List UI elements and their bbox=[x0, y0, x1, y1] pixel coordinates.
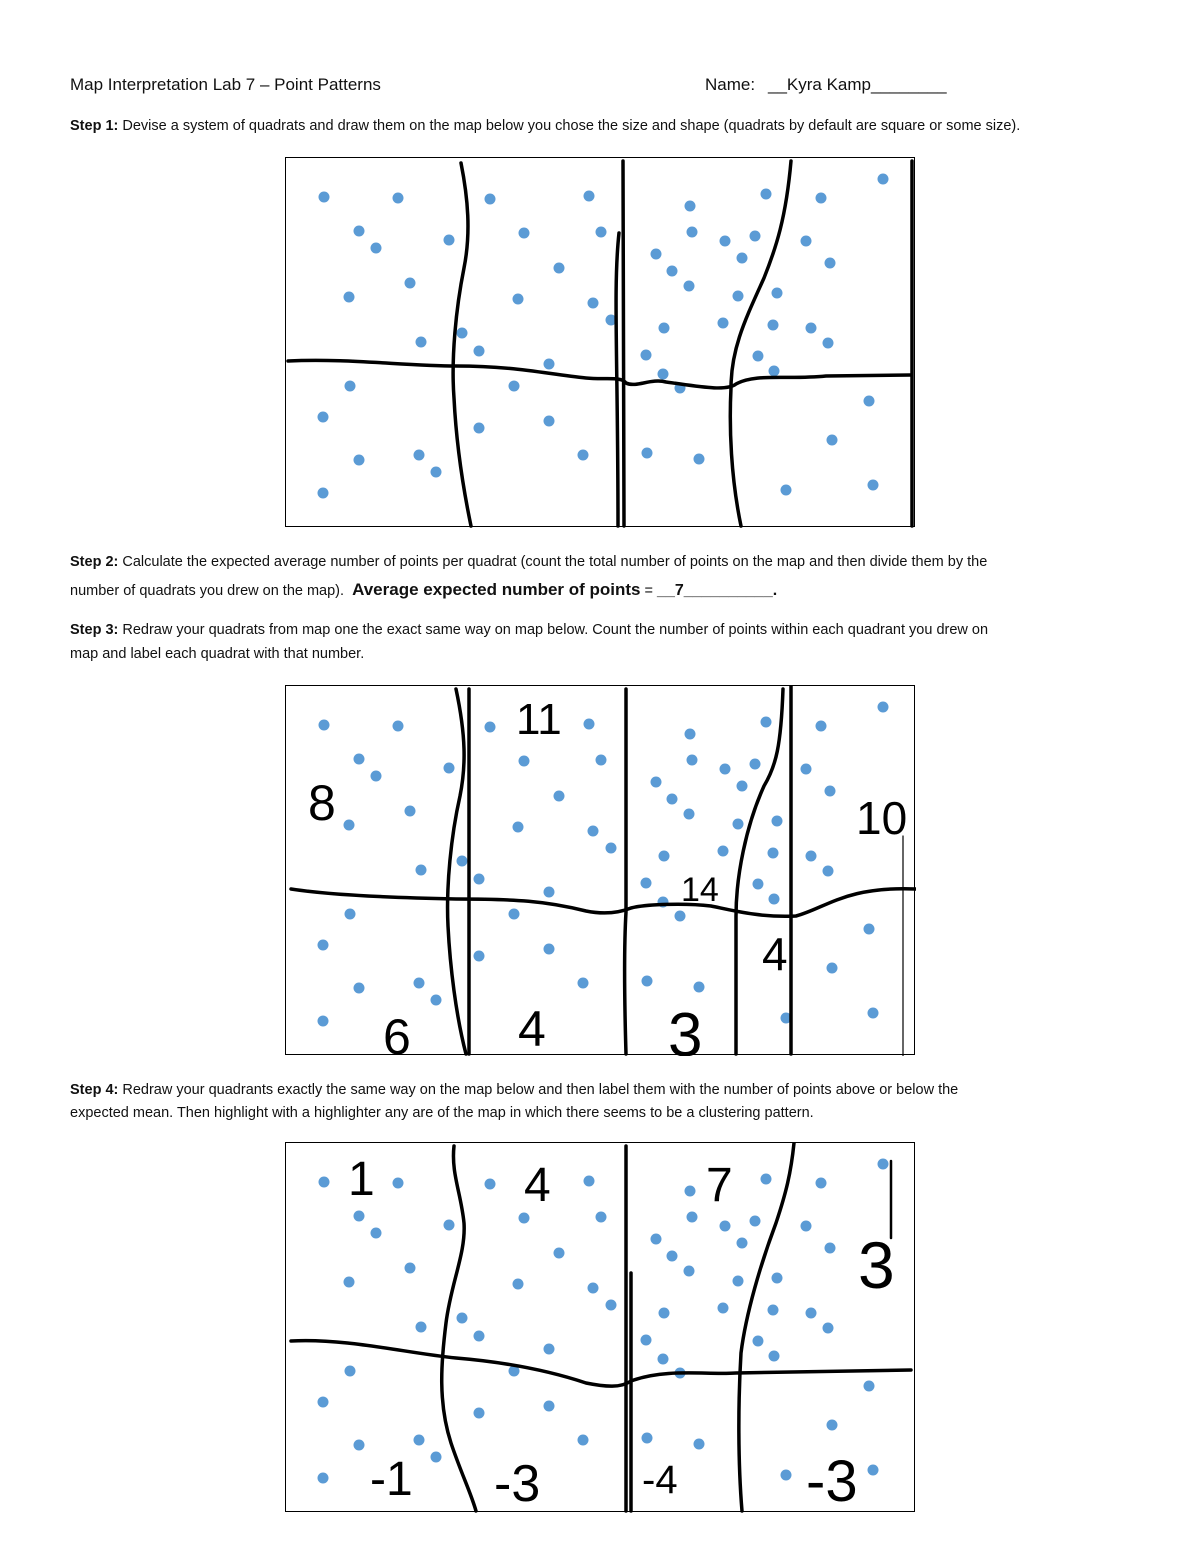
dev-q3: 7 bbox=[706, 1159, 733, 1212]
map-2-counts bbox=[285, 685, 915, 1055]
map-point bbox=[596, 227, 607, 238]
map-1-vline-a bbox=[453, 163, 471, 526]
map-1-canvas bbox=[286, 158, 916, 528]
map-point bbox=[474, 1331, 485, 1342]
step1-text: Devise a system of quadrats and draw them on the map below you chose the size and shape (quadrats by default are square or some size). bbox=[122, 118, 1021, 134]
map-point bbox=[651, 249, 662, 260]
map-point bbox=[761, 189, 772, 200]
map-point bbox=[823, 866, 834, 877]
map-point bbox=[354, 455, 365, 466]
map-point bbox=[345, 381, 356, 392]
step3-instruction-line2: map and label each quadrat with that number. bbox=[70, 646, 365, 662]
map-point bbox=[750, 759, 761, 770]
avg-equals: = bbox=[644, 583, 654, 599]
map-point bbox=[554, 1248, 565, 1259]
map-point bbox=[768, 320, 779, 331]
dev-q2: 4 bbox=[524, 1159, 551, 1212]
count-q5: 6 bbox=[383, 1009, 411, 1056]
map-point bbox=[684, 809, 695, 820]
count-q3: 14 bbox=[681, 871, 719, 909]
map-point bbox=[596, 1212, 607, 1223]
map-point bbox=[801, 236, 812, 247]
map-point bbox=[318, 488, 329, 499]
map-point bbox=[544, 359, 555, 370]
map-point bbox=[827, 963, 838, 974]
map-point bbox=[485, 722, 496, 733]
map-point bbox=[318, 940, 329, 951]
map-point bbox=[344, 292, 355, 303]
map-1-quadrats bbox=[285, 157, 915, 527]
avg-value: __7__________. bbox=[657, 582, 778, 599]
map-2-canvas bbox=[286, 686, 916, 1056]
map-point bbox=[509, 381, 520, 392]
map-point bbox=[801, 764, 812, 775]
map-point bbox=[768, 848, 779, 859]
map-point bbox=[806, 323, 817, 334]
map-point bbox=[750, 231, 761, 242]
map-point bbox=[444, 235, 455, 246]
map-point bbox=[431, 467, 442, 478]
map-1-hline bbox=[288, 360, 911, 388]
step2-instruction-line1 bbox=[70, 551, 987, 573]
map-point bbox=[345, 909, 356, 920]
map-point bbox=[684, 1266, 695, 1277]
map-point bbox=[720, 1221, 731, 1232]
map-point bbox=[816, 193, 827, 204]
map-point bbox=[878, 174, 889, 185]
map-point bbox=[344, 1277, 355, 1288]
map-1-vline-d bbox=[730, 161, 791, 526]
map-point bbox=[414, 1435, 425, 1446]
step2-instruction-line2 bbox=[70, 579, 777, 602]
map-point bbox=[687, 227, 698, 238]
map-point bbox=[642, 976, 653, 987]
map-point bbox=[405, 806, 416, 817]
map-point bbox=[667, 1251, 678, 1262]
map-point bbox=[554, 263, 565, 274]
map-point bbox=[878, 702, 889, 713]
map-point bbox=[588, 826, 599, 837]
map-point bbox=[513, 1279, 524, 1290]
map-3-deviation-labels bbox=[348, 1153, 895, 1513]
map-point bbox=[519, 756, 530, 767]
map-point bbox=[823, 1323, 834, 1334]
map-point bbox=[474, 423, 485, 434]
step4-text-line1: Redraw your quadrants exactly the same way on the map below and then label them with the number of points above or below the bbox=[122, 1082, 959, 1098]
map-point bbox=[768, 1305, 779, 1316]
map-point bbox=[544, 416, 555, 427]
map-point bbox=[354, 1211, 365, 1222]
map-point bbox=[544, 1401, 555, 1412]
map-point bbox=[606, 1300, 617, 1311]
dev-q1: 1 bbox=[348, 1153, 375, 1206]
map-point bbox=[544, 944, 555, 955]
map-point bbox=[769, 894, 780, 905]
map-point bbox=[816, 1178, 827, 1189]
step3-instruction-line1 bbox=[70, 619, 988, 641]
map-point bbox=[801, 1221, 812, 1232]
map-point bbox=[371, 243, 382, 254]
avg-label: Average expected number of points bbox=[352, 580, 641, 599]
count-q8: 4 bbox=[762, 928, 788, 980]
map-point bbox=[371, 771, 382, 782]
map-point bbox=[825, 786, 836, 797]
map-point bbox=[474, 1408, 485, 1419]
map-point bbox=[416, 1322, 427, 1333]
map-point bbox=[658, 1354, 669, 1365]
map-3-deviations bbox=[285, 1142, 915, 1512]
map-point bbox=[868, 1465, 879, 1476]
map-3-points bbox=[318, 1159, 889, 1484]
count-q2: 11 bbox=[516, 695, 562, 744]
map-point bbox=[474, 874, 485, 885]
map-point bbox=[393, 1178, 404, 1189]
map-point bbox=[641, 878, 652, 889]
map-point bbox=[772, 1273, 783, 1284]
step4-instruction-line1 bbox=[70, 1079, 958, 1101]
map-point bbox=[694, 982, 705, 993]
map-point bbox=[509, 909, 520, 920]
map-point bbox=[641, 1335, 652, 1346]
map-point bbox=[694, 1439, 705, 1450]
step4-label: Step 4: bbox=[70, 1082, 119, 1098]
map-point bbox=[659, 851, 670, 862]
map-point bbox=[864, 924, 875, 935]
map-point bbox=[416, 865, 427, 876]
map-point bbox=[753, 351, 764, 362]
step2-label: Step 2: bbox=[70, 554, 119, 570]
map-point bbox=[642, 448, 653, 459]
map-point bbox=[816, 721, 827, 732]
map-point bbox=[319, 720, 330, 731]
map-point bbox=[806, 1308, 817, 1319]
step3-text-line1: Redraw your quadrats from map one the exact same way on map below. Count the number of points within each quadrant you drew on bbox=[122, 622, 989, 638]
map-point bbox=[318, 1397, 329, 1408]
map-point bbox=[667, 266, 678, 277]
map-point bbox=[431, 995, 442, 1006]
map-point bbox=[414, 450, 425, 461]
map-point bbox=[318, 1016, 329, 1027]
map-point bbox=[519, 228, 530, 239]
map-3-hline bbox=[291, 1341, 911, 1387]
map-point bbox=[318, 1473, 329, 1484]
name-label: Name: bbox=[705, 75, 756, 94]
map-point bbox=[393, 721, 404, 732]
map-point bbox=[519, 1213, 530, 1224]
map-point bbox=[393, 193, 404, 204]
step2-text-line1: Calculate the expected average number of points per quadrat (count the total number of points on the map and then divide them by the bbox=[122, 554, 988, 570]
map-point bbox=[685, 1186, 696, 1197]
map-point bbox=[718, 1303, 729, 1314]
map-point bbox=[720, 764, 731, 775]
map-point bbox=[685, 201, 696, 212]
map-2-hline bbox=[291, 889, 916, 917]
map-point bbox=[554, 791, 565, 802]
map-point bbox=[354, 1440, 365, 1451]
map-point bbox=[827, 435, 838, 446]
map-point bbox=[781, 1470, 792, 1481]
map-point bbox=[513, 294, 524, 305]
map-2-count-labels bbox=[308, 695, 907, 1056]
map-point bbox=[772, 816, 783, 827]
map-point bbox=[641, 350, 652, 361]
map-point bbox=[753, 1336, 764, 1347]
map-point bbox=[354, 983, 365, 994]
name-value: __Kyra Kamp________ bbox=[768, 75, 947, 94]
map-point bbox=[371, 1228, 382, 1239]
map-point bbox=[584, 1176, 595, 1187]
map-point bbox=[319, 1177, 330, 1188]
map-point bbox=[345, 1366, 356, 1377]
map-point bbox=[431, 1452, 442, 1463]
map-point bbox=[544, 1344, 555, 1355]
map-2-points bbox=[318, 702, 889, 1027]
map-point bbox=[318, 412, 329, 423]
map-point bbox=[825, 258, 836, 269]
map-point bbox=[588, 1283, 599, 1294]
map-point bbox=[687, 755, 698, 766]
map-point bbox=[694, 454, 705, 465]
map-point bbox=[761, 1174, 772, 1185]
map-point bbox=[354, 226, 365, 237]
count-q1: 8 bbox=[308, 775, 336, 831]
map-point bbox=[687, 1212, 698, 1223]
map-3-vline-d bbox=[739, 1143, 794, 1511]
map-point bbox=[457, 328, 468, 339]
step1-instruction bbox=[70, 115, 1020, 137]
map-2-quadrat-lines bbox=[291, 686, 916, 1056]
map-3-vline-a bbox=[442, 1146, 476, 1511]
map-point bbox=[651, 777, 662, 788]
map-point bbox=[658, 369, 669, 380]
map-point bbox=[733, 1276, 744, 1287]
map-1-quadrat-lines bbox=[288, 161, 912, 526]
map-point bbox=[344, 820, 355, 831]
dev-q7: -4 bbox=[642, 1458, 678, 1502]
dev-q6: -3 bbox=[494, 1455, 541, 1513]
map-point bbox=[416, 337, 427, 348]
map-point bbox=[718, 318, 729, 329]
map-point bbox=[825, 1243, 836, 1254]
map-2-vline-a bbox=[448, 689, 466, 1054]
map-point bbox=[659, 323, 670, 334]
map-point bbox=[772, 288, 783, 299]
map-point bbox=[781, 485, 792, 496]
map-1-points bbox=[318, 174, 889, 499]
map-point bbox=[769, 1351, 780, 1362]
dev-q8: -3 bbox=[806, 1449, 858, 1513]
map-point bbox=[878, 1159, 889, 1170]
map-point bbox=[319, 192, 330, 203]
map-point bbox=[733, 291, 744, 302]
map-point bbox=[718, 846, 729, 857]
map-point bbox=[827, 1420, 838, 1431]
map-point bbox=[596, 755, 607, 766]
map-point bbox=[868, 480, 879, 491]
map-point bbox=[864, 1381, 875, 1392]
map-point bbox=[651, 1234, 662, 1245]
map-point bbox=[584, 191, 595, 202]
page-title: Map Interpretation Lab 7 – Point Patterns bbox=[70, 75, 381, 94]
map-point bbox=[642, 1433, 653, 1444]
map-point bbox=[578, 1435, 589, 1446]
map-point bbox=[485, 194, 496, 205]
map-point bbox=[750, 1216, 761, 1227]
map-point bbox=[588, 298, 599, 309]
count-q7: 3 bbox=[668, 1001, 703, 1056]
count-q6: 4 bbox=[518, 1001, 546, 1056]
map-point bbox=[868, 1008, 879, 1019]
map-point bbox=[485, 1179, 496, 1190]
map-point bbox=[806, 851, 817, 862]
step4-instruction-line2: expected mean. Then highlight with a highlighter any are of the map in which there seems to be a clustering pattern. bbox=[70, 1105, 814, 1121]
map-point bbox=[761, 717, 772, 728]
map-point bbox=[354, 754, 365, 765]
map-point bbox=[667, 794, 678, 805]
step2-text-line2: number of quadrats you drew on the map). bbox=[70, 583, 345, 599]
map-point bbox=[720, 236, 731, 247]
map-point bbox=[457, 1313, 468, 1324]
map-point bbox=[578, 450, 589, 461]
map-point bbox=[659, 1308, 670, 1319]
map-point bbox=[578, 978, 589, 989]
map-point bbox=[474, 951, 485, 962]
map-2-vline-d bbox=[736, 689, 783, 1054]
map-point bbox=[606, 843, 617, 854]
count-q4: 10 bbox=[856, 792, 908, 844]
map-point bbox=[753, 879, 764, 890]
map-point bbox=[685, 729, 696, 740]
map-point bbox=[769, 366, 780, 377]
map-point bbox=[823, 338, 834, 349]
map-point bbox=[444, 1220, 455, 1231]
dev-q5: -1 bbox=[370, 1453, 413, 1506]
map-1-vline-c bbox=[616, 233, 619, 526]
map-point bbox=[737, 253, 748, 264]
map-point bbox=[544, 887, 555, 898]
map-point bbox=[675, 911, 686, 922]
map-point bbox=[405, 278, 416, 289]
step1-label: Step 1: bbox=[70, 118, 119, 134]
map-point bbox=[737, 781, 748, 792]
map-1-vline-b bbox=[623, 161, 624, 526]
map-3-canvas bbox=[286, 1143, 916, 1513]
map-point bbox=[474, 346, 485, 357]
map-point bbox=[864, 396, 875, 407]
step3-label: Step 3: bbox=[70, 622, 119, 638]
map-point bbox=[733, 819, 744, 830]
dev-q4: 3 bbox=[858, 1228, 895, 1302]
map-point bbox=[737, 1238, 748, 1249]
map-point bbox=[513, 822, 524, 833]
map-point bbox=[584, 719, 595, 730]
map-point bbox=[684, 281, 695, 292]
map-point bbox=[414, 978, 425, 989]
map-point bbox=[457, 856, 468, 867]
map-point bbox=[405, 1263, 416, 1274]
map-2-vline-c bbox=[625, 689, 627, 1054]
map-point bbox=[444, 763, 455, 774]
